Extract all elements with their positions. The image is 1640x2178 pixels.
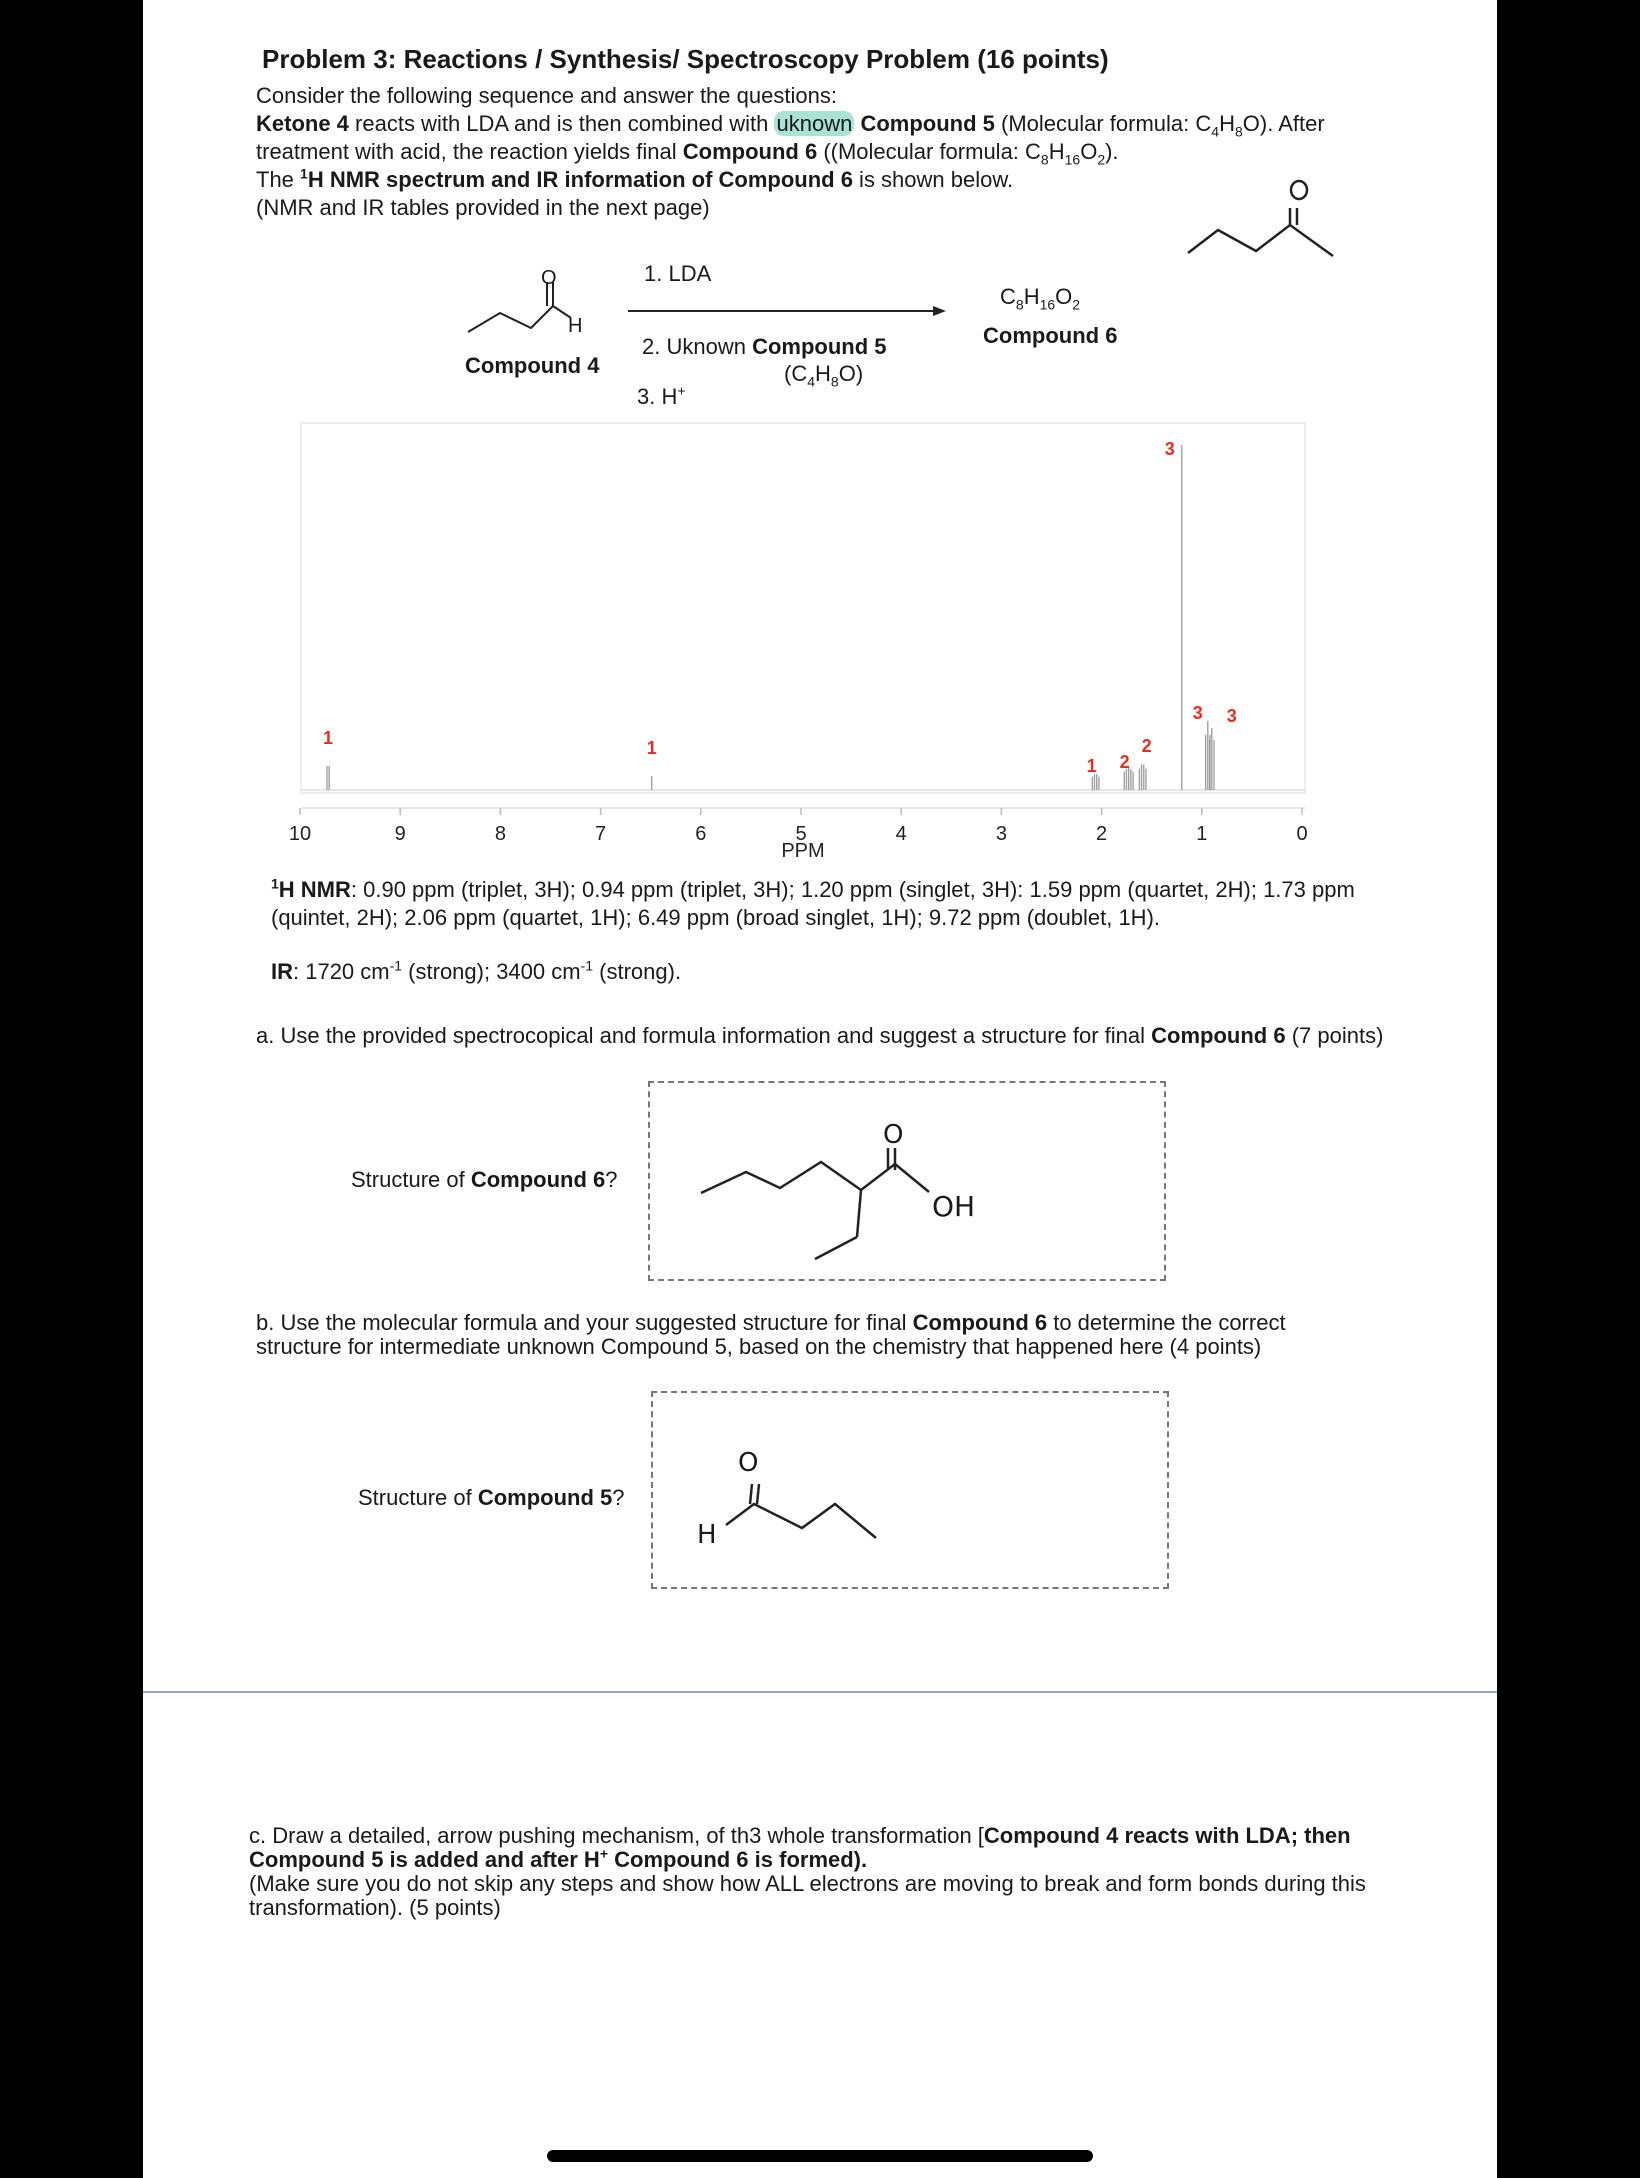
product-formula: $C_8H_{16}O_2$ bbox=[1000, 284, 1081, 313]
compound5-answer-box[interactable] bbox=[651, 1391, 1169, 1589]
compound6-box-label: Structure of Compound 6? bbox=[351, 1167, 618, 1192]
home-indicator[interactable] bbox=[547, 2150, 1093, 2162]
nmr-plot-frame bbox=[301, 423, 1305, 793]
nmr-integration-label: 2 bbox=[1141, 736, 1152, 756]
nmr-integration-label: 1 bbox=[1086, 756, 1097, 776]
nmr-tick-label: 2 bbox=[1096, 823, 1108, 845]
nmr-tick-label: 8 bbox=[494, 823, 506, 845]
intro-line-5: (NMR and IR tables provided in the next page) bbox=[256, 195, 710, 220]
intro-line: Consider the following sequence and answer the questions: bbox=[256, 83, 837, 108]
nmr-integration-label: 3 bbox=[1226, 706, 1237, 726]
nmr-x-label: PPM bbox=[781, 840, 825, 862]
question-c-line-2: Compound 5 is added and after H+ Compound 6 is formed). bbox=[249, 1845, 868, 1872]
compound6-answer-box[interactable] bbox=[648, 1081, 1166, 1281]
nmr-tick-label: 0 bbox=[1296, 823, 1308, 845]
worksheet-page bbox=[143, 0, 1497, 2178]
nmr-tick-label: 6 bbox=[695, 823, 707, 845]
nmr-tick-label: 9 bbox=[394, 823, 406, 845]
highlighted-word: uknown bbox=[776, 111, 853, 136]
intro-line-2: Ketone 4 reacts with LDA and is then combined with uknown Compound 5 (Molecular formula: $C_4H_8O$). After bbox=[256, 111, 1325, 140]
nmr-tick-label: 4 bbox=[895, 823, 907, 845]
nmr-tick-label: 1 bbox=[1196, 823, 1208, 845]
step-2-formula: $(C_4H_8O)$ bbox=[784, 361, 864, 390]
compound6-oh-label: OH bbox=[932, 1190, 976, 1223]
compound5-box-label: Structure of Compound 5? bbox=[358, 1485, 625, 1510]
compound6-oxygen-label: O bbox=[883, 1120, 904, 1150]
nmr-integration-label: 3 bbox=[1192, 703, 1203, 723]
question-b-line-2: structure for intermediate unknown Compound 5, based on the chemistry that happened here (4 points) bbox=[256, 1334, 1262, 1359]
intro-line-3: treatment with acid, the reaction yields final Compound 6 ((Molecular formula: $C_8H_{16}O_2$). bbox=[256, 139, 1119, 168]
compound4-oxygen: O bbox=[541, 267, 557, 289]
nmr-data-line-1: $^1$H NMR: 0.90 ppm (triplet, 3H); 0.94 ppm (triplet, 3H); 1.20 ppm (singlet, 3H): 1.59 ppm (quartet, 2H); 1.73 ppm bbox=[271, 875, 1355, 902]
step-3: 3. H+ bbox=[637, 382, 686, 409]
question-c-line-1: c. Draw a detailed, arrow pushing mechanism, of th3 whole transformation [Compound 4 reacts with LDA; then bbox=[249, 1823, 1351, 1848]
compound5-hydrogen-label: H bbox=[697, 1520, 717, 1550]
nmr-integration-label: 1 bbox=[323, 727, 334, 748]
intro-line-4: The $^1$H NMR spectrum and IR information of Compound 6 is shown below. bbox=[256, 165, 1014, 192]
compound6-label: Compound 6 bbox=[983, 323, 1118, 348]
question-c-line-4: transformation). (5 points) bbox=[249, 1895, 501, 1920]
question-c-line-3: (Make sure you do not skip any steps and show how ALL electrons are moving to break and form bonds during this bbox=[249, 1871, 1366, 1896]
nmr-data-line-2: (quintet, 2H); 2.06 ppm (quartet, 1H); 6.49 ppm (broad singlet, 1H); 9.72 ppm (doublet, 1H). bbox=[271, 905, 1161, 930]
problem-title: Problem 3: Reactions / Synthesis/ Spectroscopy Problem (16 points) bbox=[262, 44, 1109, 74]
nmr-tick-label: 7 bbox=[595, 823, 607, 845]
step-2: 2. Uknown Compound 5 bbox=[642, 334, 887, 359]
ir-data-line: IR: 1720 $cm^{-1}$ (strong); 3400 $cm^{-1}$ (strong). bbox=[271, 957, 682, 984]
compound5-oxygen-label: O bbox=[738, 1448, 759, 1478]
question-a-text: a. Use the provided spectrocopical and formula information and suggest a structure for final Compound 6 (7 points) bbox=[256, 1023, 1384, 1048]
step-1: 1. LDA bbox=[644, 261, 712, 286]
nmr-spectrum bbox=[143, 0, 1497, 880]
nmr-integration-label: 3 bbox=[1164, 439, 1175, 459]
nmr-integration-label: 1 bbox=[646, 738, 657, 759]
nmr-tick-label: 5 bbox=[795, 823, 807, 845]
question-b-line-1: b. Use the molecular formula and your suggested structure for final Compound 6 to determine the correct bbox=[256, 1310, 1286, 1335]
nmr-tick-label: 10 bbox=[288, 823, 312, 845]
compound4-label: Compound 4 bbox=[465, 353, 600, 378]
nmr-tick-label: 3 bbox=[995, 823, 1007, 845]
nmr-integration-label: 2 bbox=[1119, 752, 1130, 772]
page-separator bbox=[143, 1691, 1497, 1693]
compound4-hydrogen: H bbox=[568, 315, 583, 337]
